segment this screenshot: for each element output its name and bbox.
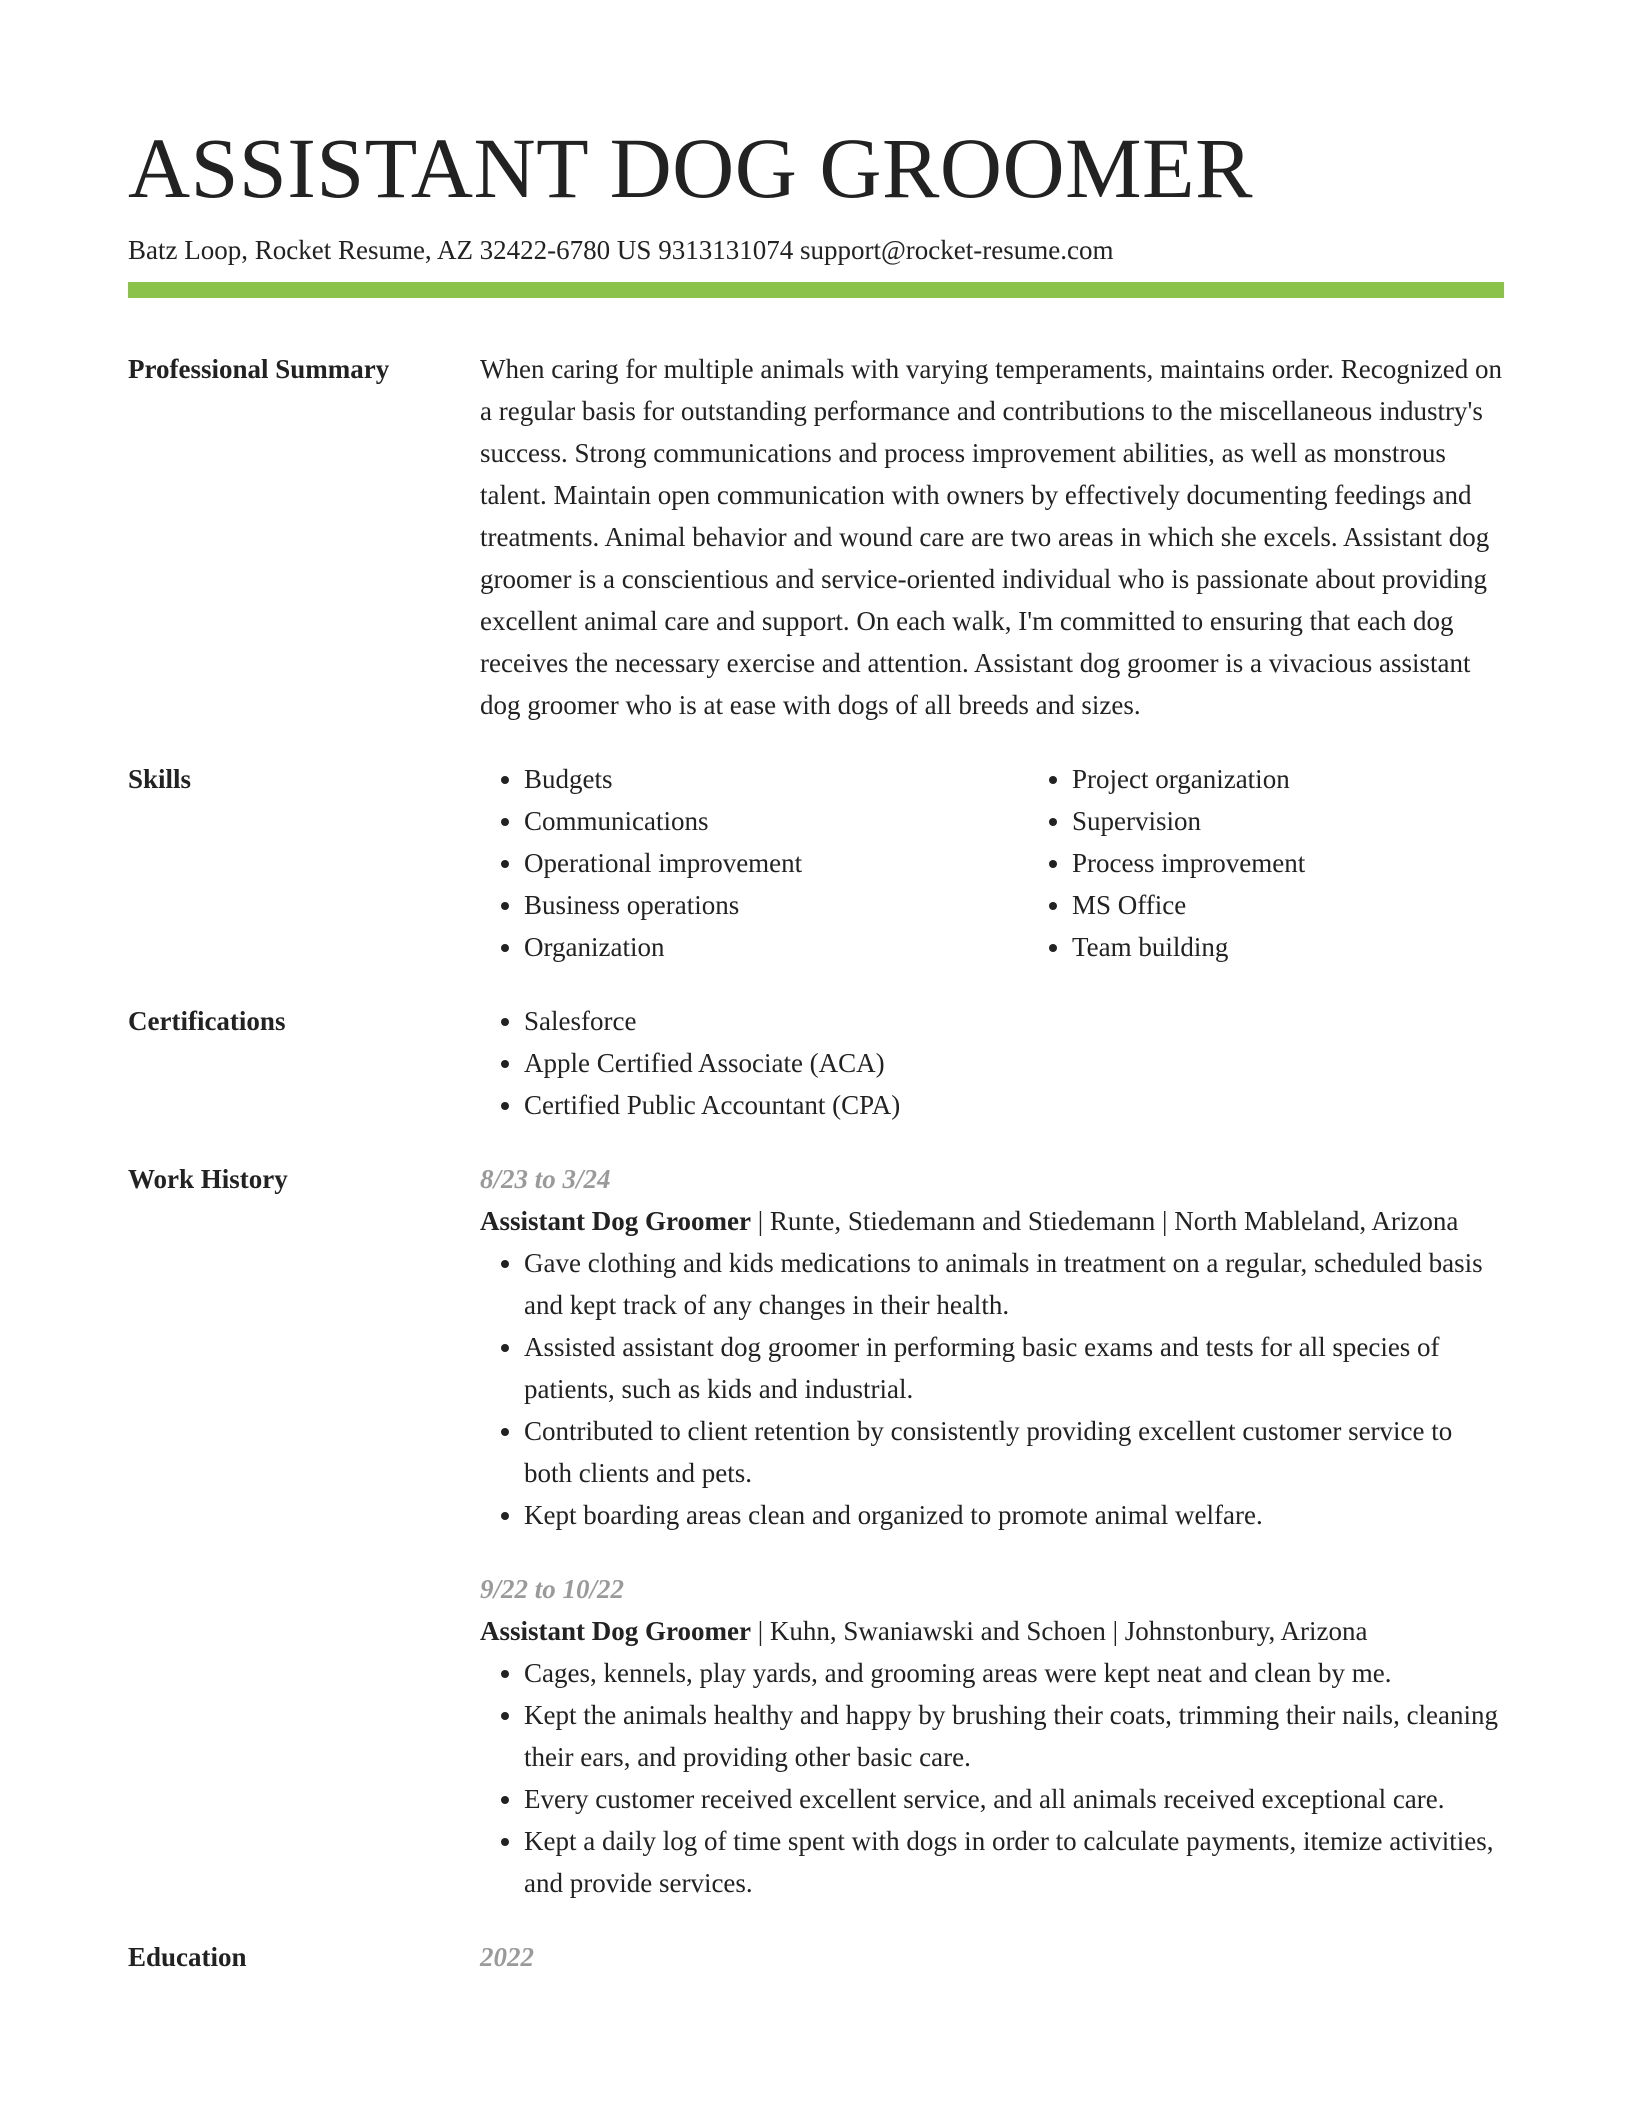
job-title: Assistant Dog Groomer — [480, 1616, 751, 1646]
certification-item: • Certified Public Accountant (CPA) — [524, 1084, 1504, 1126]
resume-name: ASSISTANT DOG GROOMER — [128, 120, 1253, 216]
job-duty: • Kept a daily log of time spent with dogs in order to calculate payments, itemize activities, and provide services. — [524, 1820, 1504, 1904]
skill-item: • Supervision — [1072, 800, 1576, 842]
work-history-section — [128, 1158, 1504, 1904]
skill-item: • Process improvement — [1072, 842, 1576, 884]
work-history-body — [480, 1158, 1504, 1904]
skill-item: • Operational improvement — [524, 842, 1028, 884]
job-duty: • Assisted assistant dog groomer in performing basic exams and tests for all species of patients, such as kids and industrial. — [524, 1326, 1504, 1410]
skills-columns — [480, 758, 1576, 968]
job-duty: • Contributed to client retention by consistently providing excellent customer service to both clients and pets. — [524, 1410, 1504, 1494]
certification-item: • Salesforce — [524, 1000, 1504, 1042]
certification-item: • Apple Certified Associate (ACA) — [524, 1042, 1504, 1084]
job-duty: • Every customer received excellent service, and all animals received exceptional care. — [524, 1778, 1504, 1820]
job-duties-list — [480, 1242, 1504, 1536]
summary-text: When caring for multiple animals with varying temperaments, maintains order. Recognized on a regular basis for outstanding performance and contributions to the miscellaneous industry's success. Strong communications and process improvement abilities, as well as monstrous talent. Maintain open communication with owners by effectively documenting feedings and treatments. Animal behavior and wound care are two areas in which she excels. Assistant dog groomer is a conscientious and service-oriented individual who is passionate about providing excellent animal care and support. On each walk, I'm committed to ensuring that each dog receives the necessary exercise and attention. Assistant dog groomer is a vivacious assistant dog groomer who is at ease with dogs of all breeds and sizes. — [480, 354, 1502, 720]
job-company-location: | Kuhn, Swaniawski and Schoen | Johnstonbury, Arizona — [750, 1616, 1368, 1646]
skill-item: • Business operations — [524, 884, 1028, 926]
skills-section — [128, 758, 1504, 968]
certifications-section — [128, 1000, 1504, 1126]
skill-item: • Organization — [524, 926, 1028, 968]
education-heading: Education — [128, 1942, 247, 1972]
contact-info: Batz Loop, Rocket Resume, AZ 32422-6780 US 9313131074 support@rocket-resume.com — [128, 235, 1114, 265]
job-company-location: | Runte, Stiedemann and Stiedemann | North Mableland, Arizona — [750, 1206, 1459, 1236]
job-heading — [480, 1610, 1504, 1652]
skills-heading: Skills — [128, 764, 192, 794]
job-dates: 9/22 to 10/22 — [480, 1574, 625, 1604]
job-duty: • Kept the animals healthy and happy by brushing their coats, trimming their nails, cleaning their ears, and providing other basic care. — [524, 1694, 1504, 1778]
resume-page — [128, 0, 1504, 1978]
education-date: 2022 — [480, 1942, 534, 1972]
work-history-heading: Work History — [128, 1164, 288, 1194]
job-entry — [480, 1568, 1504, 1904]
certifications-list — [480, 1000, 1504, 1126]
job-duties-list — [480, 1652, 1504, 1904]
job-duty: • Gave clothing and kids medications to animals in treatment on a regular, scheduled basis and kept track of any changes in their health. — [524, 1242, 1504, 1326]
job-heading — [480, 1200, 1504, 1242]
skill-item: • Team building — [1072, 926, 1576, 968]
job-title: Assistant Dog Groomer — [480, 1206, 751, 1236]
certifications-body — [480, 1000, 1504, 1126]
skills-list-left — [480, 758, 1028, 968]
summary-section — [128, 348, 1504, 726]
summary-heading: Professional Summary — [128, 354, 390, 384]
skill-item: • MS Office — [1072, 884, 1576, 926]
accent-divider — [128, 282, 1504, 298]
certifications-heading: Certifications — [128, 1006, 286, 1036]
education-body — [480, 1936, 1504, 1978]
job-dates: 8/23 to 3/24 — [480, 1164, 611, 1194]
job-duty: • Kept boarding areas clean and organized to promote animal welfare. — [524, 1494, 1504, 1536]
skill-item: • Communications — [524, 800, 1028, 842]
job-duty: • Cages, kennels, play yards, and grooming areas were kept neat and clean by me. — [524, 1652, 1504, 1694]
skills-list-right — [1028, 758, 1576, 968]
education-section — [128, 1936, 1504, 1978]
skill-item: • Budgets — [524, 758, 1028, 800]
job-entry — [480, 1158, 1504, 1536]
skill-item: • Project organization — [1072, 758, 1576, 800]
